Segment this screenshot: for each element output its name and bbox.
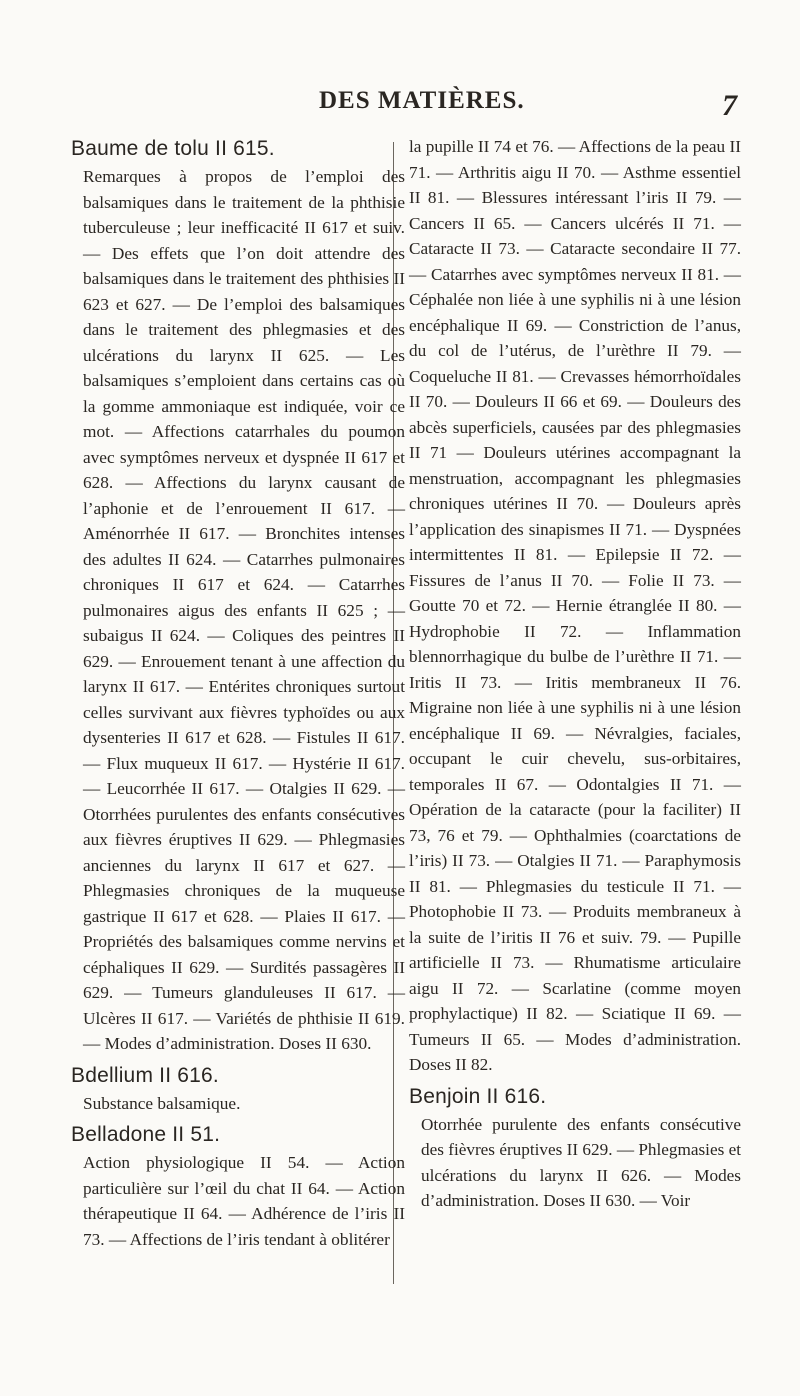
index-entry-benjoin [409, 1082, 741, 1214]
index-entry-belladone-continued [409, 134, 741, 1078]
entry-headword: Baume de tolu II 615. [71, 137, 275, 160]
entry-headword: Benjoin II 616. [409, 1084, 547, 1108]
page-header [0, 87, 800, 127]
index-entry-belladone [71, 1120, 405, 1252]
entry-text: Action physiologique II 54. — Action particulière sur l’œil du chat II 64. — Action thérapeutique II 64. — Adhérence de l’iris II 73. — Affections de l’iris tendant à oblitérer [83, 1153, 405, 1249]
entry-headword: Bdellium II 616. [71, 1063, 219, 1087]
right-column [409, 134, 741, 1218]
entry-text: Otorrhée purulente des enfants consécutive des fièvres éruptives II 629. — Phlegmasies et ulcérations du larynx II 626. — Modes d’administration. Doses II 630. — Voir [421, 1114, 741, 1210]
entry-text: Remarques à propos de l’emploi des balsamiques dans le traitement de la phthisie tuberculeuse ; leur inefficacité II 617 et suiv. — Des effets que l’on doit attendre des balsamiques dans le traitement des phthisies II 623 et 627. — De l’emploi des balsamiques dans le traitement des phlegmasies et des ulcérations du larynx II 625. — Les balsamiques s’emploient dans certains cas où la gomme ammoniaque est indiquée, voir ce mot. — Affections catarrhales du poumon avec symptômes nerveux et dyspnée II 617 et 628. — Affections du larynx causant de l’aphonie et de l’enrouement II 617. — Aménorrhée II 617. — Bronchites intenses des adultes II 624. — Catarrhes pulmonaires chroniques II 617 et 624. — Catarrhes pulmonaires aigus des enfants II 625 ; — subaigus II 624. — Coliques des peintres II 629. — Enrouement tenant à une affection du larynx II 617. — Entérites chroniques surtout celles survivant aux fièvres typhoïdes ou aux dysenteries II 617 et 628. — Fistules II 617. — Flux muqueux II 617. — Hystérie II 617. — Leucorrhée II 617. — Otalgies II 629. — Otorrhées purulentes des enfants consécutives aux fièvres éruptives II 629. — Phlegmasies anciennes du larynx II 617 et 627. — Phlegmasies chroniques de la muqueuse gastrique II 617 et 628. — Plaies II 617. — Propriétés des balsamiques comme nervins et céphaliques II 629. — Surdités passagères II 629. — Tumeurs glanduleuses II 617. — Ulcères II 617. — Variétés de phthisie II 619. — Modes d’administration. Doses II 630. [83, 167, 405, 1053]
entry-headword: Belladone II 51. [71, 1123, 221, 1146]
running-head: DES MATIÈRES. [319, 87, 525, 114]
entry-text: la pupille II 74 et 76. — Affections de la peau II 71. — Arthritis aigu II 70. — Asthme essentiel II 81. — Blessures intéressant l’iris II 79. — Cancers II 65. — Cancers ulcérés II 71. — Cataracte II 73. — Cataracte secondaire II 77. — Catarrhes avec symptômes nerveux II 81. — Céphalée non liée à une syphilis ni à une lésion encéphalique II 69. — Constriction de l’anus, du col de l’utérus, de l’urèthre II 79. — Coqueluche II 81. — Crevasses hémorrhoïdales II 70. — Douleurs II 66 et 69. — Douleurs des abcès superficiels, causées par des phlegmasies II 71 — Douleurs utérines accompagnant la menstruation, accompagnant les phlegmasies chroniques utérines II 70. — Douleurs après l’application des sinapismes II 71. — Dyspnées intermittentes II 81. — Epilepsie II 72. — Fissures de l’anus II 70. — Folie II 73. — Goutte 70 et 72. — Hernie étranglée II 80. — Hydrophobie II 72. — Inflammation blennorrhagique du bulbe de l’urèthre II 71. — Iritis II 73. — Iritis membraneux II 76. Migraine non liée à une syphilis ni à une lésion encéphalique II 69. — Névralgies, faciales, occupant le cuir chevelu, sus-orbitaires, temporales II 67. — Odontalgies II 71. — Opération de la cataracte (pour la faciliter) II 73, 76 et 79. — Ophthalmies (coarctations de l’iris) II 73. — Otalgies II 71. — Paraphymosis II 81. — Phlegmasies du testicule II 71. — Photophobie II 73. — Produits membraneux à la suite de l’iritis II 76 et suiv. 79. — Pupille artificielle II 73. — Rhumatisme articulaire aigu II 72. — Scarlatine (comme moyen prophylactique) II 82. — Sciatique II 69. — Tumeurs II 65. — Modes d’administration. Doses II 82. [409, 137, 741, 1074]
index-entry-bdellium [71, 1061, 405, 1117]
page-number: 7 [722, 89, 737, 122]
index-entry-baume-de-tolu [71, 134, 405, 1057]
left-column [71, 134, 405, 1256]
entry-text: Substance balsamique. [83, 1093, 241, 1113]
